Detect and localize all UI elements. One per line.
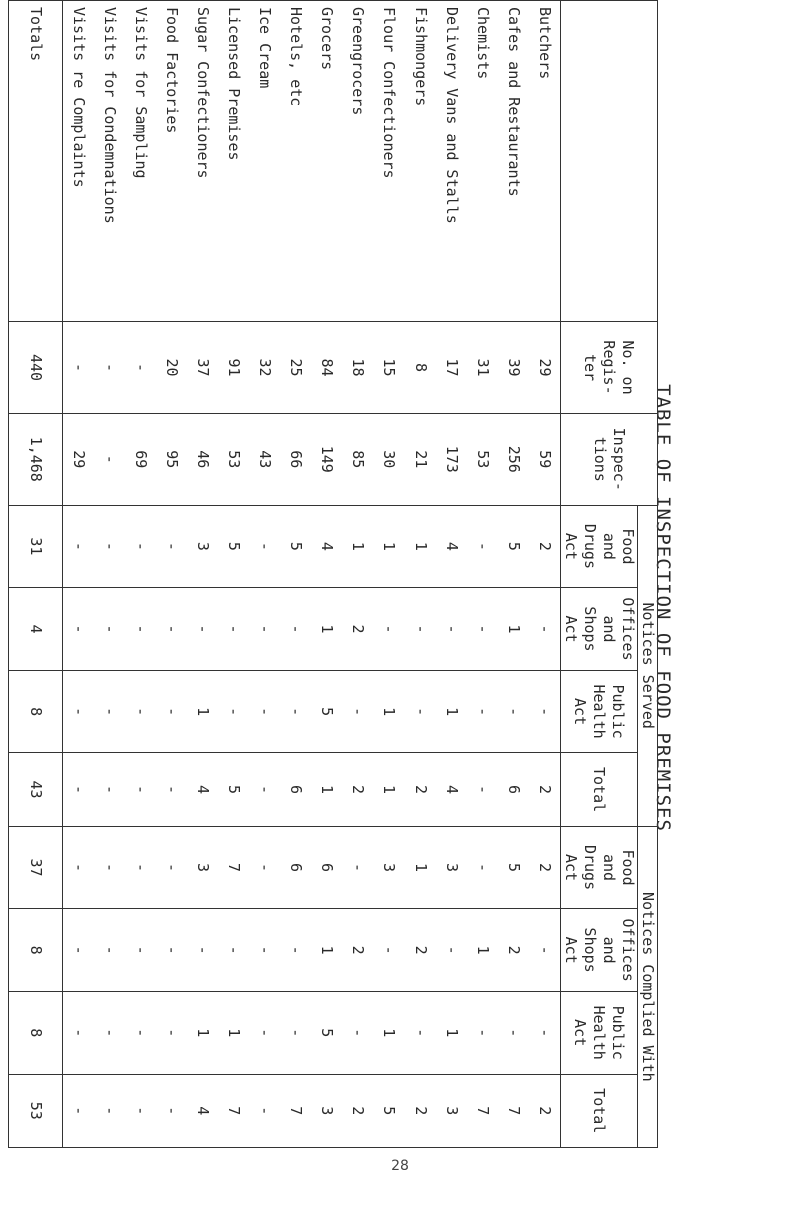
cell-complied-public-health: -	[156, 991, 187, 1074]
totals-complied-offices-shops: 8	[9, 909, 63, 992]
cell-complied-total: 7	[498, 1074, 529, 1148]
cell-served-public-health: -	[156, 670, 187, 753]
cell-register: 8	[405, 322, 436, 414]
table-row	[405, 1, 436, 1148]
cell-served-total: 4	[436, 753, 467, 826]
cell-inspections: 173	[436, 413, 467, 505]
cell-served-food-drugs: 2	[529, 505, 561, 588]
inspection-table	[8, 0, 658, 1148]
cell-complied-food-drugs: 6	[280, 826, 311, 909]
cell-served-total: 2	[342, 753, 373, 826]
cell-served-offices-shops: 1	[498, 588, 529, 671]
totals-complied-public-health: 8	[9, 991, 63, 1074]
cell-complied-total: -	[249, 1074, 280, 1148]
cell-served-food-drugs: 1	[405, 505, 436, 588]
cell-served-public-health: -	[342, 670, 373, 753]
cell-register: 39	[498, 322, 529, 414]
cell-served-food-drugs: 4	[311, 505, 342, 588]
cell-served-food-drugs: -	[249, 505, 280, 588]
cell-complied-food-drugs: -	[125, 826, 156, 909]
cell-served-total: 1	[311, 753, 342, 826]
totals-complied-total: 53	[9, 1074, 63, 1148]
row-category: Licensed Premises	[218, 1, 249, 322]
cell-complied-public-health: -	[342, 991, 373, 1074]
cell-register: -	[62, 322, 94, 414]
totals-served-public-health: 8	[9, 670, 63, 753]
cell-served-food-drugs: -	[62, 505, 94, 588]
cell-complied-total: 5	[373, 1074, 404, 1148]
table-row	[249, 1, 280, 1148]
cell-inspections: 43	[249, 413, 280, 505]
row-category: Hotels, etc	[280, 1, 311, 322]
cell-complied-public-health: 1	[373, 991, 404, 1074]
cell-served-offices-shops: -	[62, 588, 94, 671]
cell-complied-total: 3	[436, 1074, 467, 1148]
cell-complied-public-health: -	[94, 991, 125, 1074]
cell-complied-food-drugs: 3	[436, 826, 467, 909]
cell-inspections: -	[94, 413, 125, 505]
table-row	[529, 1, 561, 1148]
cell-complied-total: 2	[342, 1074, 373, 1148]
cell-complied-offices-shops: -	[529, 909, 561, 992]
row-category: Fishmongers	[405, 1, 436, 322]
cell-served-offices-shops: -	[436, 588, 467, 671]
header-inspections: Inspec- tions	[561, 413, 658, 505]
cell-inspections: 256	[498, 413, 529, 505]
cell-complied-public-health: -	[125, 991, 156, 1074]
cell-served-total: 1	[373, 753, 404, 826]
table-body	[9, 1, 561, 1148]
cell-complied-public-health: -	[529, 991, 561, 1074]
cell-served-food-drugs: 5	[498, 505, 529, 588]
cell-complied-offices-shops: 1	[311, 909, 342, 992]
totals-served-food-drugs: 31	[9, 505, 63, 588]
cell-served-offices-shops: -	[249, 588, 280, 671]
cell-complied-total: -	[156, 1074, 187, 1148]
header-served-total: Total	[561, 753, 638, 826]
header-complied-food-drugs: Food and Drugs Act	[561, 826, 638, 909]
table-row	[373, 1, 404, 1148]
cell-complied-total: -	[94, 1074, 125, 1148]
page-number: 28	[391, 1158, 409, 1174]
cell-inspections: 30	[373, 413, 404, 505]
cell-complied-public-health: -	[405, 991, 436, 1074]
cell-complied-offices-shops: 2	[405, 909, 436, 992]
row-category: Butchers	[529, 1, 561, 322]
cell-inspections: 53	[218, 413, 249, 505]
cell-complied-public-health: -	[249, 991, 280, 1074]
cell-served-food-drugs: -	[94, 505, 125, 588]
cell-served-food-drugs: 5	[280, 505, 311, 588]
cell-served-public-health: -	[467, 670, 498, 753]
cell-served-food-drugs: -	[156, 505, 187, 588]
cell-register: -	[94, 322, 125, 414]
row-category: Visits re Complaints	[62, 1, 94, 322]
cell-complied-food-drugs: -	[342, 826, 373, 909]
header-served-offices-shops: Offices and Shops Act	[561, 588, 638, 671]
cell-complied-offices-shops: -	[62, 909, 94, 992]
cell-served-total: -	[62, 753, 94, 826]
cell-complied-total: 7	[467, 1074, 498, 1148]
row-category: Grocers	[311, 1, 342, 322]
cell-complied-offices-shops: 1	[467, 909, 498, 992]
cell-served-total: -	[94, 753, 125, 826]
cell-served-food-drugs: 3	[187, 505, 218, 588]
cell-complied-public-health: 1	[436, 991, 467, 1074]
cell-complied-public-health: -	[467, 991, 498, 1074]
cell-served-offices-shops: -	[405, 588, 436, 671]
totals-complied-food-drugs: 37	[9, 826, 63, 909]
cell-served-offices-shops: -	[187, 588, 218, 671]
cell-complied-total: 2	[529, 1074, 561, 1148]
table-row	[218, 1, 249, 1148]
cell-served-total: 5	[218, 753, 249, 826]
header-complied-offices-shops: Offices and Shops Act	[561, 909, 638, 992]
cell-complied-food-drugs: 2	[529, 826, 561, 909]
header-served-food-drugs: Food and Drugs Act	[561, 505, 638, 588]
cell-served-total: 2	[529, 753, 561, 826]
page-title-wrapper	[640, 0, 800, 1216]
cell-complied-food-drugs: -	[62, 826, 94, 909]
cell-served-offices-shops: -	[529, 588, 561, 671]
header-complied-public-health: Public Health Act	[561, 991, 638, 1074]
cell-served-public-health: -	[280, 670, 311, 753]
cell-inspections: 66	[280, 413, 311, 505]
cell-served-offices-shops: -	[280, 588, 311, 671]
header-notices-served: Notices Served	[638, 505, 658, 826]
header-served-public-health: Public Health Act	[561, 670, 638, 753]
cell-served-offices-shops: -	[218, 588, 249, 671]
cell-served-total: -	[249, 753, 280, 826]
cell-served-total: -	[467, 753, 498, 826]
cell-complied-offices-shops: -	[436, 909, 467, 992]
table-row	[156, 1, 187, 1148]
row-category: Ice Cream	[249, 1, 280, 322]
cell-register: 17	[436, 322, 467, 414]
cell-served-offices-shops: -	[156, 588, 187, 671]
cell-complied-public-health: 5	[311, 991, 342, 1074]
totals-label: Totals	[9, 1, 63, 322]
cell-complied-offices-shops: -	[187, 909, 218, 992]
totals-served-offices-shops: 4	[9, 588, 63, 671]
inspection-table-wrapper	[8, 0, 658, 1148]
cell-complied-food-drugs: -	[249, 826, 280, 909]
cell-register: 25	[280, 322, 311, 414]
table-row	[125, 1, 156, 1148]
cell-complied-total: 7	[218, 1074, 249, 1148]
cell-complied-total: 7	[280, 1074, 311, 1148]
cell-served-public-health: 1	[187, 670, 218, 753]
cell-complied-offices-shops: -	[280, 909, 311, 992]
header-row-top	[638, 1, 658, 1148]
row-category: Visits for Sampling	[125, 1, 156, 322]
cell-register: 18	[342, 322, 373, 414]
cell-complied-food-drugs: -	[156, 826, 187, 909]
cell-complied-total: 4	[187, 1074, 218, 1148]
header-complied-total: Total	[561, 1074, 638, 1148]
cell-register: 37	[187, 322, 218, 414]
cell-served-public-health: -	[125, 670, 156, 753]
page-title: TABLE OF INSPECTION OF FOOD PREMISES	[652, 384, 674, 832]
cell-served-public-health: -	[498, 670, 529, 753]
cell-served-public-health: 1	[373, 670, 404, 753]
cell-complied-food-drugs: 5	[498, 826, 529, 909]
cell-served-total: 4	[187, 753, 218, 826]
cell-complied-offices-shops: -	[94, 909, 125, 992]
cell-complied-public-health: -	[498, 991, 529, 1074]
cell-inspections: 59	[529, 413, 561, 505]
cell-complied-offices-shops: 2	[342, 909, 373, 992]
cell-served-total: 2	[405, 753, 436, 826]
cell-served-total: 6	[498, 753, 529, 826]
cell-complied-total: -	[125, 1074, 156, 1148]
cell-served-offices-shops: 2	[342, 588, 373, 671]
cell-complied-public-health: 1	[187, 991, 218, 1074]
cell-register: 31	[467, 322, 498, 414]
header-no-on-register: No. on Regis- ter	[561, 322, 658, 414]
cell-complied-food-drugs: -	[467, 826, 498, 909]
cell-served-food-drugs: -	[125, 505, 156, 588]
totals-served-total: 43	[9, 753, 63, 826]
cell-served-offices-shops: -	[373, 588, 404, 671]
cell-inspections: 95	[156, 413, 187, 505]
cell-served-public-health: -	[529, 670, 561, 753]
cell-served-offices-shops: -	[125, 588, 156, 671]
table-row	[436, 1, 467, 1148]
cell-complied-total: -	[62, 1074, 94, 1148]
row-category: Flour Confectioners	[373, 1, 404, 322]
cell-served-public-health: -	[405, 670, 436, 753]
cell-complied-offices-shops: -	[373, 909, 404, 992]
cell-register: 29	[529, 322, 561, 414]
table-row	[342, 1, 373, 1148]
cell-served-offices-shops: -	[94, 588, 125, 671]
cell-complied-offices-shops: -	[249, 909, 280, 992]
cell-complied-offices-shops: -	[218, 909, 249, 992]
cell-served-offices-shops: 1	[311, 588, 342, 671]
cell-complied-public-health: -	[280, 991, 311, 1074]
cell-inspections: 29	[62, 413, 94, 505]
header-notices-complied: Notices Complied With	[638, 826, 658, 1147]
cell-served-food-drugs: 1	[373, 505, 404, 588]
row-category: Sugar Confectioners	[187, 1, 218, 322]
cell-complied-total: 3	[311, 1074, 342, 1148]
cell-complied-total: 2	[405, 1074, 436, 1148]
cell-served-total: 6	[280, 753, 311, 826]
totals-row	[9, 1, 63, 1148]
row-category: Visits for Condemnations	[94, 1, 125, 322]
cell-complied-offices-shops: -	[156, 909, 187, 992]
cell-served-public-health: -	[218, 670, 249, 753]
cell-served-public-health: -	[249, 670, 280, 753]
cell-complied-food-drugs: 1	[405, 826, 436, 909]
cell-complied-public-health: 1	[218, 991, 249, 1074]
table-row	[467, 1, 498, 1148]
table-row	[311, 1, 342, 1148]
cell-complied-food-drugs: 3	[373, 826, 404, 909]
cell-served-food-drugs: 1	[342, 505, 373, 588]
cell-inspections: 149	[311, 413, 342, 505]
cell-served-public-health: 5	[311, 670, 342, 753]
cell-register: 84	[311, 322, 342, 414]
table-row	[280, 1, 311, 1148]
cell-inspections: 21	[405, 413, 436, 505]
cell-complied-public-health: -	[62, 991, 94, 1074]
cell-inspections: 69	[125, 413, 156, 505]
table-row	[62, 1, 94, 1148]
cell-inspections: 85	[342, 413, 373, 505]
cell-served-total: -	[156, 753, 187, 826]
row-category: Delivery Vans and Stalls	[436, 1, 467, 322]
cell-served-food-drugs: 5	[218, 505, 249, 588]
cell-served-public-health: -	[62, 670, 94, 753]
cell-served-offices-shops: -	[467, 588, 498, 671]
row-category: Cafes and Restaurants	[498, 1, 529, 322]
table-row	[187, 1, 218, 1148]
totals-inspections: 1,468	[9, 413, 63, 505]
cell-register: 91	[218, 322, 249, 414]
row-category: Food Factories	[156, 1, 187, 322]
cell-complied-offices-shops: -	[125, 909, 156, 992]
cell-register: 20	[156, 322, 187, 414]
cell-served-public-health: -	[94, 670, 125, 753]
table-row	[498, 1, 529, 1148]
cell-complied-food-drugs: 6	[311, 826, 342, 909]
table-row	[94, 1, 125, 1148]
category-header	[561, 1, 658, 322]
row-category: Chemists	[467, 1, 498, 322]
cell-served-food-drugs: 4	[436, 505, 467, 588]
cell-complied-food-drugs: 7	[218, 826, 249, 909]
cell-served-public-health: 1	[436, 670, 467, 753]
totals-register: 440	[9, 322, 63, 414]
cell-register: -	[125, 322, 156, 414]
cell-register: 32	[249, 322, 280, 414]
cell-complied-offices-shops: 2	[498, 909, 529, 992]
cell-complied-food-drugs: -	[94, 826, 125, 909]
cell-register: 15	[373, 322, 404, 414]
cell-served-total: -	[125, 753, 156, 826]
row-category: Greengrocers	[342, 1, 373, 322]
cell-inspections: 53	[467, 413, 498, 505]
cell-served-food-drugs: -	[467, 505, 498, 588]
cell-complied-food-drugs: 3	[187, 826, 218, 909]
cell-inspections: 46	[187, 413, 218, 505]
